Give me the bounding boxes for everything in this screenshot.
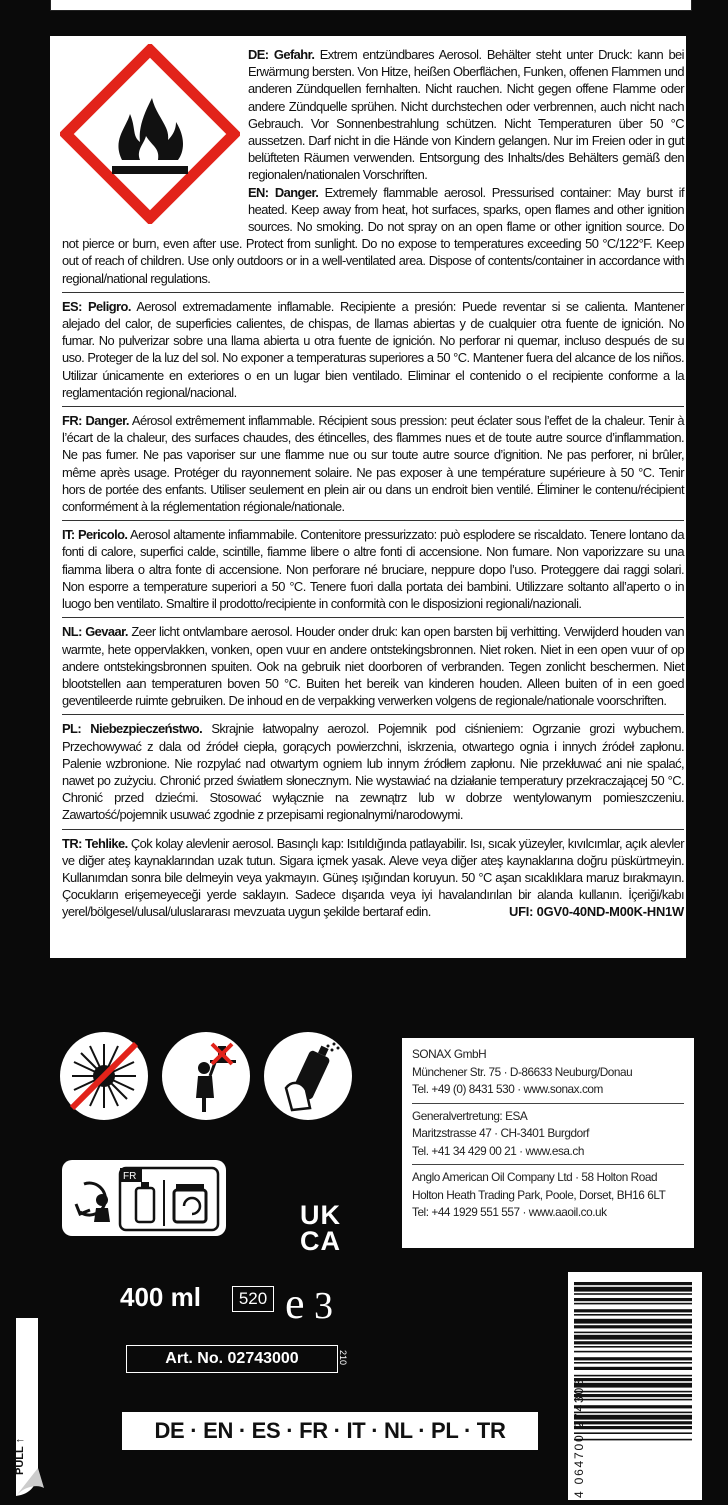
barcode-bar	[574, 1375, 692, 1377]
ukca-mark: UK CA	[300, 1200, 341, 1256]
barcode-bar	[574, 1432, 692, 1434]
barcode-bar	[574, 1282, 692, 1285]
barcode-bar	[574, 1351, 692, 1353]
languages-strip: DE · EN · ES · FR · IT · NL · PL · TR	[122, 1412, 538, 1450]
warning-tr: TR: Tehlike. Çok kolay alevlenir aerosol. Basınçlı kap: Isıtıldığında patlayabilir. Isı, sıcak yüzeyler, kıvılcımlar, açık alevler ve diğer ateş kaynaklarından uzak tutun. Sigara içmek yasak. Aleve veya diğer ateş kaynaklarına doğru püskürtmeyin. Kullanımdan sonra bile delmeyin veya yakmayın. Güneş ışığından koruyun. 50 °C aşan sıcaklıklara maruz bırakmayın. Çocukların erişemeyeceği yerde saklayın. Sadece dışarıda veya iyi havalandırılan bir alanda kullanın. İçeriği/kabı yerel/bölgesel/ulusal/uluslararası mevzuata uygun şekilde bertaraf edin. UFI: 0GV0-40ND-M00K-HN1W	[62, 835, 684, 920]
barcode-bar	[574, 1325, 692, 1328]
recycle-country-code: FR	[123, 1171, 137, 1182]
barcode-bar	[574, 1298, 692, 1301]
no-sun-heat-icon	[58, 1030, 150, 1122]
spray-can-hand-icon	[262, 1030, 354, 1122]
barcode-bar	[574, 1383, 692, 1388]
hazard-warnings-panel	[50, 36, 686, 958]
warning-pl: PL: Niebezpieczeństwo. Skrajnie łatwopalny aerozol. Pojemnik pod ciśnieniem: Ogrzanie grozi wybuchem. Przechowywać z dala od źródeł ciepła, gorących powierzchni, iskrzenia, otwartego ognia i innych źródeł zapłonu. Palenie wzbronione. Nie rozpylać nad otwartym ogniem lub innym źródłem zapłonu. Nie przekłuwać ani nie spalać, nawet po zużyciu. Chronić przed światłem słonecznym. Nie wystawiać na działanie temperatury przekraczającej 50 °C. Chronić przed dziećmi. Stosować wyłącznie na zewnątrz lub w dobrze wentylowanym pomieszczeniu. Zawartość/pojemnik usuwać zgodnie z przepisami regionalnymi/narodowymi.	[62, 720, 684, 829]
barcode-bar	[574, 1378, 692, 1381]
barcode-bar	[574, 1399, 692, 1401]
triman-recycling-icon	[62, 1160, 226, 1236]
warning-es: ES: Peligro. Aerosol extremadamente inflamable. Recipiente a presión: Puede reventar si se calienta. Mantener alejado del calor, de superficies calientes, de chispas, de llamas abiertas y de cualquier otra fuente de ignición. No fumar. No pulverizar sobre una llama abierta u otra fuente de ignición. No perforar ni quemar, incluso después de su uso. Proteger de la luz del sol. No exponer a temperaturas superiores a 50 °C. Mantener fuera del alcance de los niños. Utilizar únicamente en exteriores o en un lugar bien ventilado. Eliminar el contenido o el recipiente conforme a la reglamentación regional/nacional.	[62, 298, 684, 407]
barcode-bar	[574, 1367, 692, 1370]
side-code: 210	[338, 1350, 348, 1366]
barcode-bar	[574, 1309, 692, 1312]
barcode-bar	[574, 1319, 692, 1324]
manufacturer-addresses	[402, 1038, 694, 1248]
estimated-sign: e 3	[285, 1279, 334, 1328]
barcode-bar	[574, 1439, 692, 1441]
barcode-bar	[574, 1362, 692, 1364]
barcode-bar	[574, 1357, 692, 1360]
barcode-bar	[574, 1405, 692, 1408]
warning-fr: FR: Danger. Aérosol extrêmement inflammable. Récipient sous pression: peut éclater sous l’effet de la chaleur. Tenir à l’écart de la chaleur, des surfaces chaudes, des étincelles, des flammes nues et de toute autre source d’inflammation. Ne pas fumer. Ne pas vaporiser sur une flamme nue ou sur toute autre source d’ignition. Ne pas perforer, ni brûler, même après usage. Protéger du rayonnement solaire. Ne pas exposer à une température supérieure à 50 °C. Tenir hors de portée des enfants. Utiliser seulement en plein air ou dans un endroit bien ventilé. Éliminer le contenu/récipient conformément à la réglementation régionale/nationale.	[62, 412, 684, 521]
address-aaoil: Anglo American Oil Company Ltd · 58 Holton Road Holton Heath Trading Park, Poole, Dorset, BH16 6LT Tel: +44 1929 551 557 · www.aaoil.co.uk	[412, 1170, 666, 1219]
barcode-bar	[574, 1391, 692, 1393]
warning-nl: NL: Gevaar. Zeer licht ontvlambare aerosol. Houder onder druk: kan open barsten bij verhitting. Verwijderd houden van warmte, hete oppervlakken, vonken, open vuur en andere ontstekingsbronnen. Niet roken. Niet in een open vuur of op andere ontstekingsbronnen spuiten. Ook na gebruik niet doorboren of verbranden. Tegen zonlicht beschermen. Niet blootstellen aan temperaturen boven 50 °C. Buiten het bereik van kinderen houden. Alleen buiten of in een goed geventileerde ruimte gebruiken. De inhoud en de verpakking verwerken volgens de regionale/nationale voorschriften.	[62, 623, 684, 715]
warning-en: EN: Danger. Extremely flammable aerosol. Pressurised container: May burst if heated. Keep away from heat, hot surfaces, sparks, open flames and other ignition sources. No smoking. Do not spray on an open flame or other ignition source. Do not pierce or burn, even after use. Protect from sunlight. Do no expose to temperatures exceeding 50 °C/122°F. Keep out of reach of children. Use only outdoors or in a well-ventilated area. Dispose of contents/container in accordance with regional/national regulations.	[62, 184, 684, 293]
keep-from-children-icon	[160, 1030, 252, 1122]
barcode-bar	[574, 1394, 692, 1397]
barcode-bar	[574, 1412, 692, 1414]
recycling-info-box	[62, 1160, 226, 1236]
barcode-bar	[574, 1341, 692, 1344]
address-esa: Generalvertretung: ESA Maritzstrasse 47 · CH-3401 Burgdorf Tel. +41 34 429 00 21 · www.esa.ch	[412, 1108, 684, 1166]
warning-it: IT: Pericolo. Aerosol altamente infiammabile. Contenitore pressurizzato: può esplodere se riscaldato. Tenere lontano da fonti di calore, superfici calde, scintille, fiamme libere o altre fonti di accensione. Non fumare. Non vaporizzare su una fiamma libera o altra fonte di accensione. Non perforare né bruciare, neppure dopo l’uso. Proteggere dai raggi solari. Non esporre a temperature superiori a 50 °C. Tenere fuori dalla portata dei bambini. Utilizzare soltanto all’aperto o in luogo ben ventilato. Smaltire il prodotto/recipiente in conformità con le disposizioni regionali/nazionali.	[62, 526, 684, 618]
address-sonax: SONAX GmbH Münchener Str. 75 · D-86633 Neuburg/Donau Tel. +49 (0) 8431 530 · www.sonax.com	[412, 1046, 684, 1104]
barcode-bars	[568, 1272, 702, 1500]
barcode-bar	[574, 1335, 692, 1340]
product-code-box: 520	[232, 1286, 274, 1312]
barcode-bar	[574, 1426, 692, 1429]
barcode-bar	[574, 1287, 692, 1292]
article-number: Art. No. 02743000	[126, 1345, 338, 1373]
pull-label: PULL ↑	[14, 1437, 26, 1475]
barcode-bar	[574, 1421, 692, 1424]
barcode-bar	[574, 1332, 692, 1334]
barcode-bar	[574, 1346, 692, 1348]
warning-de: DE: Gefahr. Extrem entzündbares Aerosol. Behälter steht unter Druck: kann bei Erwärmung bersten. Von Hitze, heißen Oberflächen, Funken, offenen Flammen und anderen Zündquellen fernhalten. Nicht rauchen. Nicht gegen offene Flamme oder andere Zündquelle sprühen. Nicht durchstechen oder verbrennen, auch nicht nach Gebrauch. Vor Sonnenbestrahlung schützen. Nicht Temperaturen über 50 °C aussetzen. Darf nicht in die Hände von Kindern gelangen. Nur im Freien oder in gut belüfteten Räumen verwenden. Entsorgung des Inhalts/des Behälters gemäß den regionalen/nationalen Vorschriften.	[248, 47, 684, 183]
volume-label: 400 ml	[120, 1282, 201, 1312]
ufi-code: UFI: 0GV0-40ND-M00K-HN1W	[509, 904, 684, 920]
barcode-bar	[574, 1415, 692, 1420]
label-top-strip	[50, 0, 692, 11]
barcode-digits: 4 064700 274303	[572, 1377, 586, 1498]
barcode-bar	[574, 1293, 692, 1295]
barcode-bar	[574, 1314, 692, 1316]
barcode	[568, 1272, 702, 1500]
barcode-bar	[574, 1303, 692, 1305]
flammable-hazard-icon	[60, 44, 240, 224]
